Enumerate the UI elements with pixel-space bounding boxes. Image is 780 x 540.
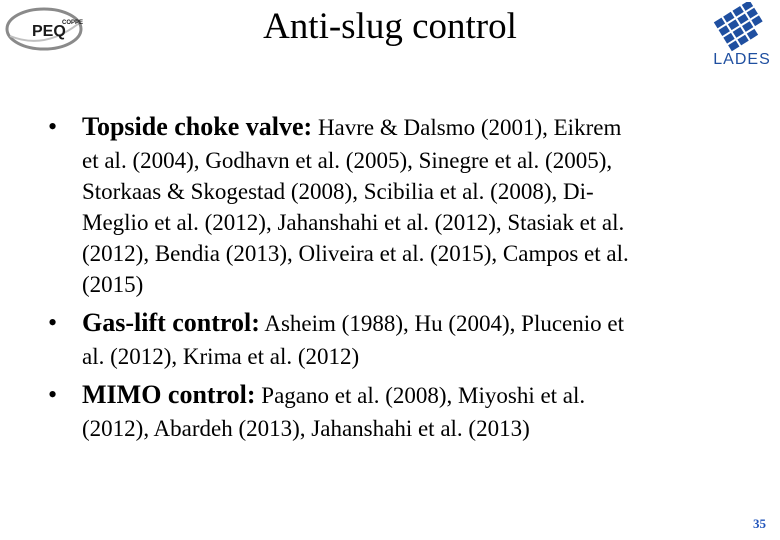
bullet-line: al. (2012), Krima et al. (2012) xyxy=(82,344,360,369)
bullet-mimo-control xyxy=(48,378,764,444)
bullet-heading: Gas-lift control: xyxy=(82,308,260,337)
bullet-line: Storkaas & Skogestad (2008), Scibilia et al. (2008), Di- xyxy=(82,179,594,204)
bullet-line: (2015) xyxy=(82,272,144,297)
bullet-icon: • xyxy=(48,380,58,409)
bullet-line: (2012), Bendia (2013), Oliveira et al. (2015), Campos et al. xyxy=(82,241,629,266)
bullet-icon: • xyxy=(48,112,58,141)
bullet-line: (2012), Abardeh (2013), Jahanshahi et al. (2013) xyxy=(82,416,530,441)
bullet-heading: Topside choke valve: xyxy=(82,112,313,141)
svg-text:LADES: LADES xyxy=(713,51,771,68)
bullet-icon: • xyxy=(48,308,58,337)
bullet-heading: MIMO control: xyxy=(82,380,256,409)
page-number: 35 xyxy=(753,516,766,531)
bullet-text: Havre & Dalsmo (2001), Eikrem xyxy=(312,115,622,140)
bullet-line: Meglio et al. (2012), Jahanshahi et al. (2012), Stasiak et al. xyxy=(82,210,625,235)
svg-text:PEQ: PEQ xyxy=(32,23,66,40)
bullet-text: Asheim (1988), Hu (2004), Plucenio et xyxy=(259,311,624,336)
bullet-gas-lift-control xyxy=(48,306,764,372)
bullet-text: Pagano et al. (2008), Miyoshi et al. xyxy=(255,383,586,408)
bullet-line: et al. (2004), Godhavn et al. (2005), Sinegre et al. (2005), xyxy=(82,148,613,173)
bullet-list xyxy=(48,110,764,444)
svg-text:COPPE: COPPE xyxy=(62,20,84,26)
slide-title: Anti-slug control xyxy=(263,6,517,47)
bullet-topside-choke-valve xyxy=(48,110,764,300)
lades-logo xyxy=(706,2,778,68)
